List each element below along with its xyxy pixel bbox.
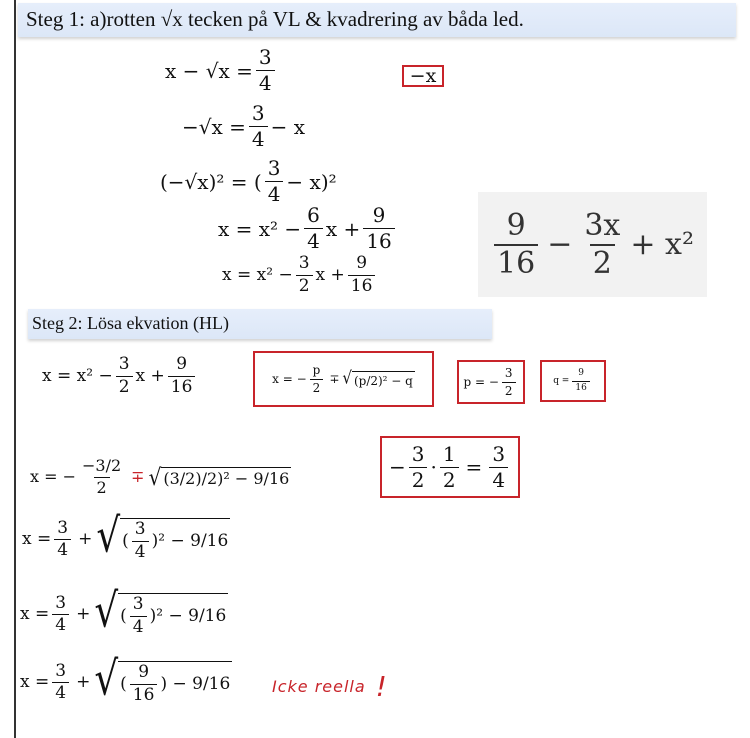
note-text: Icke reella bbox=[272, 677, 366, 696]
step2-equation-3: x = $\frac{3}{4}$ + √ ( $\frac{3}{4}$ )² − 9/16 bbox=[22, 507, 229, 563]
pq-formula-box: x = − $\frac{p}{2}$ ∓ √ (p/2)² − q bbox=[253, 351, 434, 407]
p-value-box: p = − $\frac{3}{2}$ bbox=[457, 360, 525, 404]
step1-equation-2: −√x = $\frac{3}{4}$ − x bbox=[182, 101, 306, 151]
q-value-box: q = $\frac{9}{16}$ bbox=[540, 360, 606, 402]
page-left-border bbox=[14, 0, 16, 738]
step2-equation-1: x = x² − $\frac{3}{2}$ x + $\frac{9}{16}$ bbox=[42, 356, 198, 397]
fraction: $\frac{3}{4}$ bbox=[256, 47, 275, 94]
eq-lhs: x − √x = bbox=[165, 58, 253, 83]
step2-equation-5: x = $\frac{3}{4}$ + √ ( $\frac{9}{16}$ ) − 9/16 bbox=[20, 650, 231, 706]
step1-equation-1 bbox=[165, 47, 278, 94]
step1-heading: Steg 1: a)rotten √x tecken på VL & kvadrering av båda led. bbox=[18, 3, 736, 37]
step2-heading: Steg 2: Lösa ekvation (HL) bbox=[28, 309, 492, 339]
calculation-box: − $\frac{3}{2}$ · $\frac{1}{2}$ = $\frac{3}{4}$ bbox=[380, 436, 520, 498]
step1-equation-4: x = x² − $\frac{6}{4}$ x + $\frac{9}{16}$ bbox=[218, 205, 398, 252]
step2-equation-4: x = $\frac{3}{4}$ + √ ( $\frac{3}{4}$ )² − 9/16 bbox=[20, 582, 227, 638]
exclamation-mark: ! bbox=[375, 670, 388, 703]
step2-equation-2: x = − $\frac{-3/2}{2}$ ∓ √ (3/2)/2)² − 9/16 bbox=[30, 456, 290, 497]
step1-equation-3: (−√x)² = ( $\frac{3}{4}$ − x)² bbox=[160, 156, 337, 206]
step1-annotation-box: −x bbox=[402, 65, 444, 87]
step1-equation-5: x = x² − $\frac{3}{2}$ x + $\frac{9}{16}$ bbox=[222, 255, 378, 296]
handwritten-note bbox=[272, 670, 388, 703]
result-expression-box: $\frac{9}{16}$ − $\frac{3x}{2}$ + x² bbox=[478, 192, 707, 297]
